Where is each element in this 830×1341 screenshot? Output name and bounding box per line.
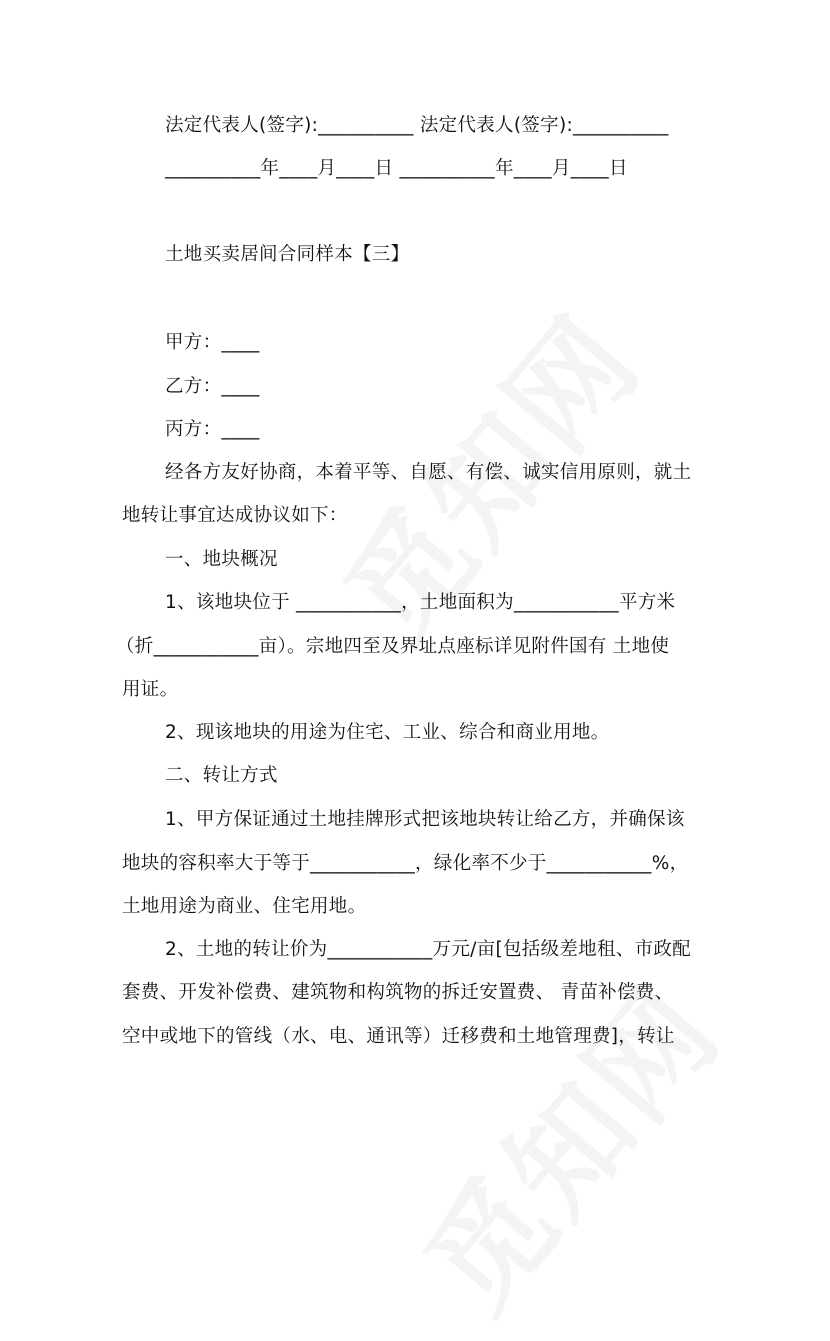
intro-line-1: 经各方友好协商，本着平等、自愿、有偿、诚实信用原则，就土 (165, 462, 692, 483)
signature-line-2: __________年____月____日 __________年____月____日 (165, 158, 628, 179)
section-1-item-2: 2、现该地块的用途为住宅、工业、综合和商业用地。 (165, 722, 610, 743)
section-1-item-1-line-3: 用证。 (122, 679, 179, 700)
section-1-item-1-line-1: 1、该地块位于 ___________，土地面积为___________平方米 (165, 592, 676, 613)
signature-line-1: 法定代表人(签字):__________ 法定代表人(签字):__________ (165, 115, 669, 136)
intro-line-2: 地转让事宜达成协议如下： (122, 505, 348, 526)
section-2-item-2-line-2: 套费、开发补偿费、建筑物和构筑物的拆迁安置费、 青苗补偿费、 (122, 982, 674, 1003)
party-c: 丙方：____ (165, 419, 260, 440)
party-b: 乙方：____ (165, 376, 260, 397)
party-a: 甲方：____ (165, 332, 260, 353)
section-2-item-2-line-1: 2、土地的转让价为___________万元/亩[包括级差地租、市政配 (165, 939, 691, 960)
contract-title: 土地买卖居间合同样本【三】 (165, 244, 410, 265)
section-2-item-1-line-2: 地块的容积率大于等于___________，绿化率不少于___________%， (122, 853, 689, 874)
section-2-item-2-line-3: 空中或地下的管线（水、电、通讯等）迁移费和土地管理费]，转让 (122, 1026, 675, 1047)
section-2-item-1-line-1: 1、甲方保证通过土地挂牌形式把该地块转让给乙方，并确保该 (165, 809, 685, 830)
section-2-item-1-line-3: 土地用途为商业、住宅用地。 (122, 896, 367, 917)
section-1-item-1-line-2: （折___________亩）。宗地四至及界址点座标详见附件国有 土地使 (116, 636, 670, 657)
section-2-heading: 二、转让方式 (165, 765, 278, 786)
section-1-heading: 一、地块概况 (165, 549, 278, 570)
